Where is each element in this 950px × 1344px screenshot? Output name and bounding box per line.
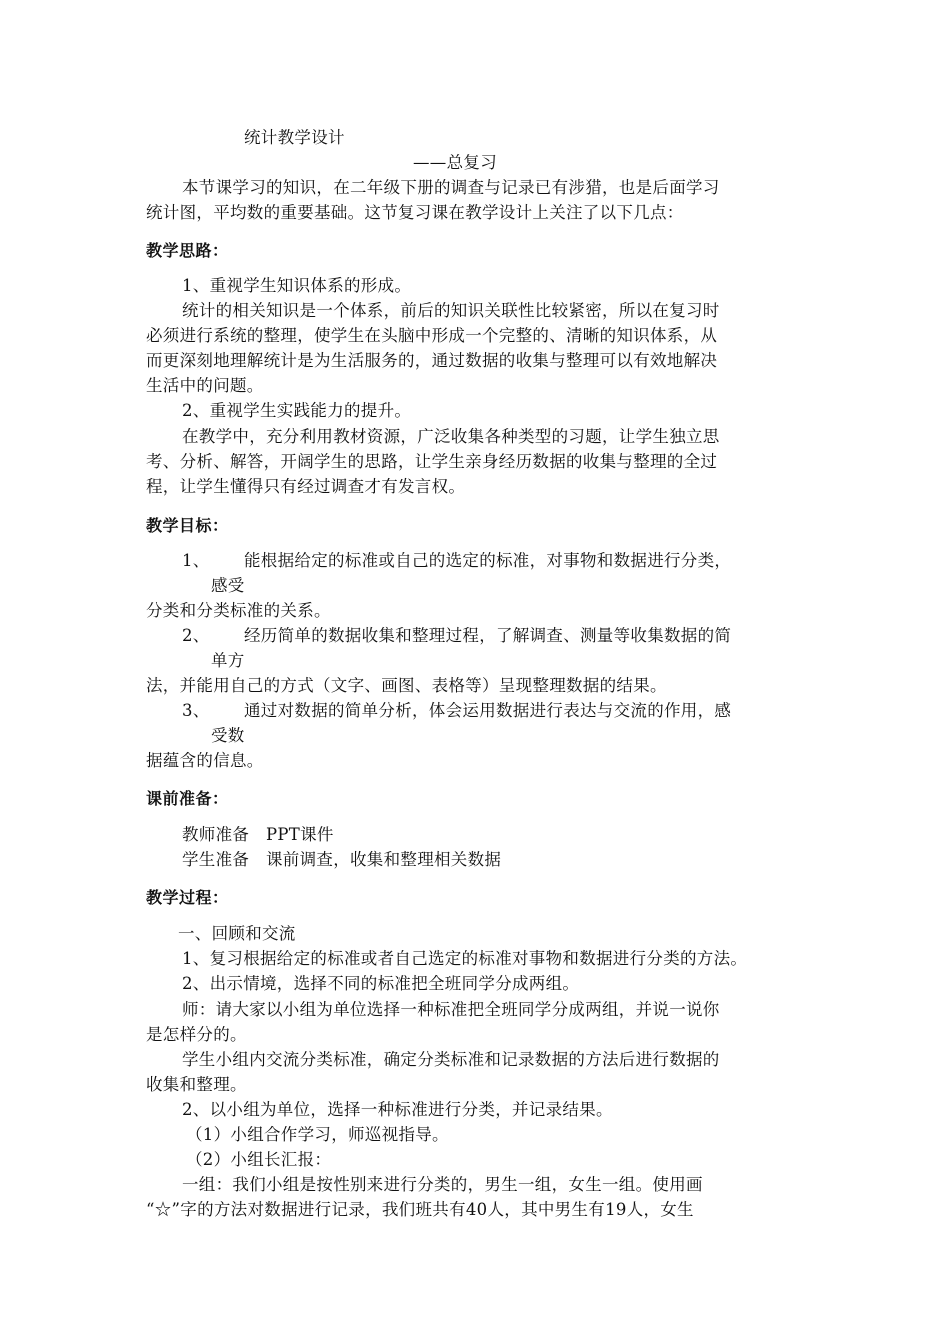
doc-title: 统计教学设计 <box>244 128 345 147</box>
goal-text: 经历简单的数据收集和整理过程，了解调查、测量等收集数据的简 <box>244 626 732 645</box>
process-line: 2、以小组为单位，选择一种标准进行分类，并记录结果。 <box>182 1100 613 1119</box>
process-line: 2、出示情境，选择不同的标准把全班同学分成两组。 <box>182 974 580 993</box>
process-line: （1）小组合作学习，师巡视指导。 <box>186 1125 449 1144</box>
process-line: 是怎样分的。 <box>146 1025 247 1044</box>
goal-text: 受数 <box>211 726 245 745</box>
goal-text: 分类和分类标准的关系。 <box>146 601 331 620</box>
goal-text: 单方 <box>211 651 245 670</box>
thinking-point-title: 1、重视学生知识体系的形成。 <box>182 276 412 295</box>
doc-subtitle: ——总复习 <box>413 153 497 172</box>
process-line: 师：请大家以小组为单位选择一种标准把全班同学分成两组，并说一说你 <box>182 1000 720 1019</box>
thinking-point-title: 2、重视学生实践能力的提升。 <box>182 401 412 420</box>
heading-class-prep: 课前准备： <box>146 789 229 808</box>
prep-student: 学生准备 课前调查，收集和整理相关数据 <box>182 850 502 869</box>
thinking-point-body: 必须进行系统的整理，使学生在头脑中形成一个完整的、清晰的知识体系，从 <box>146 326 718 345</box>
thinking-point-body: 统计的相关知识是一个体系，前后的知识关联性比较紧密，所以在复习时 <box>182 301 720 320</box>
thinking-point-body: 考、分析、解答，开阔学生的思路，让学生亲身经历数据的收集与整理的全过 <box>146 452 718 471</box>
goal-text: 法，并能用自己的方式（文字、画图、表格等）呈现整理数据的结果。 <box>146 676 667 695</box>
heading-teaching-thinking: 教学思路： <box>146 241 229 260</box>
process-line: 一、回顾和交流 <box>178 924 296 943</box>
process-line: 一组：我们小组是按性别来进行分类的，男生一组，女生一组。使用画 <box>182 1175 703 1194</box>
process-line: 学生小组内交流分类标准，确定分类标准和记录数据的方法后进行数据的 <box>182 1050 720 1069</box>
goal-number: 1、 <box>182 551 210 570</box>
process-line: 收集和整理。 <box>146 1075 247 1094</box>
thinking-point-body: 在教学中，充分利用教材资源，广泛收集各种类型的习题，让学生独立思 <box>182 427 720 446</box>
intro-line: 本节课学习的知识，在二年级下册的调查与记录已有涉猎，也是后面学习 <box>182 178 720 197</box>
goal-text: 能根据给定的标准或自己的选定的标准，对事物和数据进行分类， <box>244 551 732 570</box>
intro-line: 统计图，平均数的重要基础。这节复习课在教学设计上关注了以下几点： <box>146 203 684 222</box>
goal-number: 3、 <box>182 701 210 720</box>
process-line: 1、复习根据给定的标准或者自己选定的标准对事物和数据进行分类的方法。 <box>182 949 748 968</box>
thinking-point-body: 而更深刻地理解统计是为生活服务的，通过数据的收集与整理可以有效地解决 <box>146 351 718 370</box>
goal-text: 据蕴含的信息。 <box>146 751 264 770</box>
heading-teaching-goals: 教学目标： <box>146 516 229 535</box>
goal-text: 感受 <box>211 576 245 595</box>
goal-text: 通过对数据的简单分析，体会运用数据进行表达与交流的作用，感 <box>244 701 732 720</box>
process-line: “☆”字的方法对数据进行记录，我们班共有40人，其中男生有19人，女生 <box>146 1200 694 1219</box>
heading-teaching-process: 教学过程： <box>146 888 229 907</box>
process-line: （2）小组长汇报： <box>186 1150 332 1169</box>
thinking-point-body: 程，让学生懂得只有经过调查才有发言权。 <box>146 477 466 496</box>
thinking-point-body: 生活中的问题。 <box>146 376 264 395</box>
goal-number: 2、 <box>182 626 210 645</box>
prep-teacher: 教师准备 PPT课件 <box>182 825 334 844</box>
